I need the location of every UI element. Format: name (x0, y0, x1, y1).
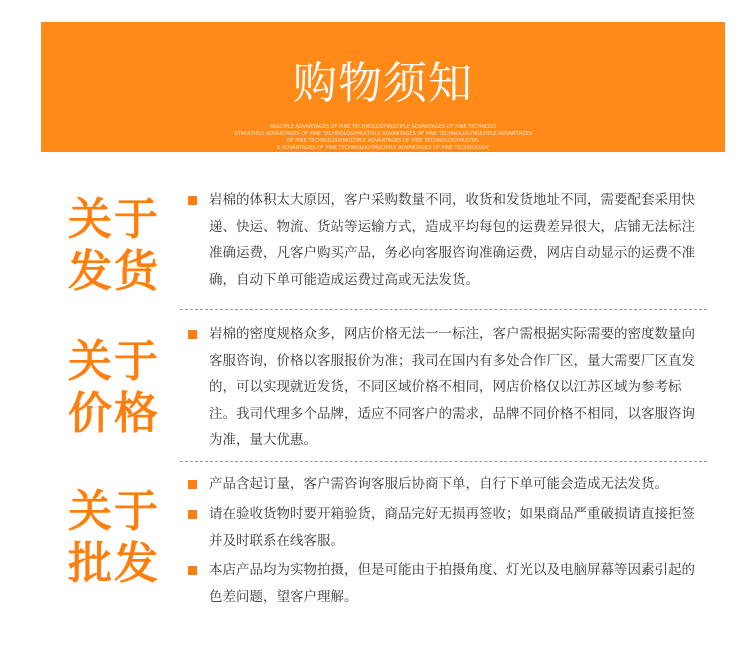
page-title: 购物须知 (293, 58, 473, 109)
bullet-square-icon (188, 510, 197, 519)
notice-text: 请在验收货物时要开箱验货，商品完好无损再签收；如果商品严重破损请直接拒签并及时联系在线客服。 (209, 506, 695, 549)
notice-text: 岩棉的体积太大原因，客户采购数量不同，收货和发货地址不同，需要配套采用快递、快运、物流、货站等运输方式，造成平均每包的运费差异很大，店铺无法标注准确运费，凡客户购买产品，务必向客服咨询准确运费，网店自动显示的运费不准确，自动下单可能造成运费过高或无法发货。 (209, 192, 695, 288)
banner-subtitle-line: OF PINE TECHNOLOGYMULTIPLE ADVANTAGES OF PINE TECHNOLOGYMULTIPL (286, 138, 480, 144)
notice-item (188, 557, 708, 610)
banner-subtitle-line: MULTIPLE ADVANTAGES OF PINE TECHNOLOGYMULTIPLE ADVANTAGES OF PINE TECHNOLO (270, 124, 496, 130)
section-heading-line: 关于 (68, 486, 160, 537)
section-heading-line: 发货 (68, 246, 160, 297)
section-heading-line: 价格 (68, 388, 160, 439)
notice-item (188, 471, 708, 498)
notice-item (188, 187, 708, 293)
notice-item (188, 501, 708, 554)
bullet-square-icon (188, 480, 197, 489)
banner-subtitle-line: GYMULTIPLE ADVANTAGES OF PINE TECHNOLOGYMULTIPLE ADVANTAGES OF PINE TECHNOLOGYMULTIPLE ADVANTAGES (234, 131, 532, 137)
section-heading-line: 关于 (68, 194, 160, 245)
section-heading (68, 336, 178, 440)
bullet-square-icon (188, 566, 197, 575)
banner-subtitle-line: E ADVANTAGES OF PINE TECHNOLOGYMULTIPLE ADVANTAGES OF PINE TECHNOLOGY (277, 145, 489, 151)
section-divider (180, 309, 707, 310)
section-heading (68, 194, 178, 298)
section-heading-line: 关于 (68, 336, 160, 387)
section-heading-line: 批发 (68, 538, 160, 589)
notice-item (188, 321, 708, 454)
notice-text: 产品含起订量，客户需咨询客服后协商下单，自行下单可能会造成无法发货。 (209, 476, 668, 492)
section-heading (68, 486, 178, 590)
bullet-square-icon (188, 330, 197, 339)
section-divider (180, 461, 707, 462)
notice-text: 岩棉的密度规格众多，网店价格无法一一标注，客户需根据实际需要的密度数量向客服咨询，价格以客服报价为准；我司在国内有多处合作厂区，量大需要厂区直发的，可以实现就近发货，不同区域价格不相同，网店价格仅以江苏区域为参考标注。我司代理多个品牌，适应不同客户的需求，品牌不同价格不相同，以客服咨询为准，量大优惠。 (209, 326, 695, 448)
notice-text: 本店产品均为实物拍摄，但是可能由于拍摄角度、灯光以及电脑屏幕等因素引起的色差问题，望客户理解。 (209, 562, 695, 605)
banner-subtitle (141, 124, 625, 152)
bullet-square-icon (188, 196, 197, 205)
header-banner (41, 22, 725, 152)
